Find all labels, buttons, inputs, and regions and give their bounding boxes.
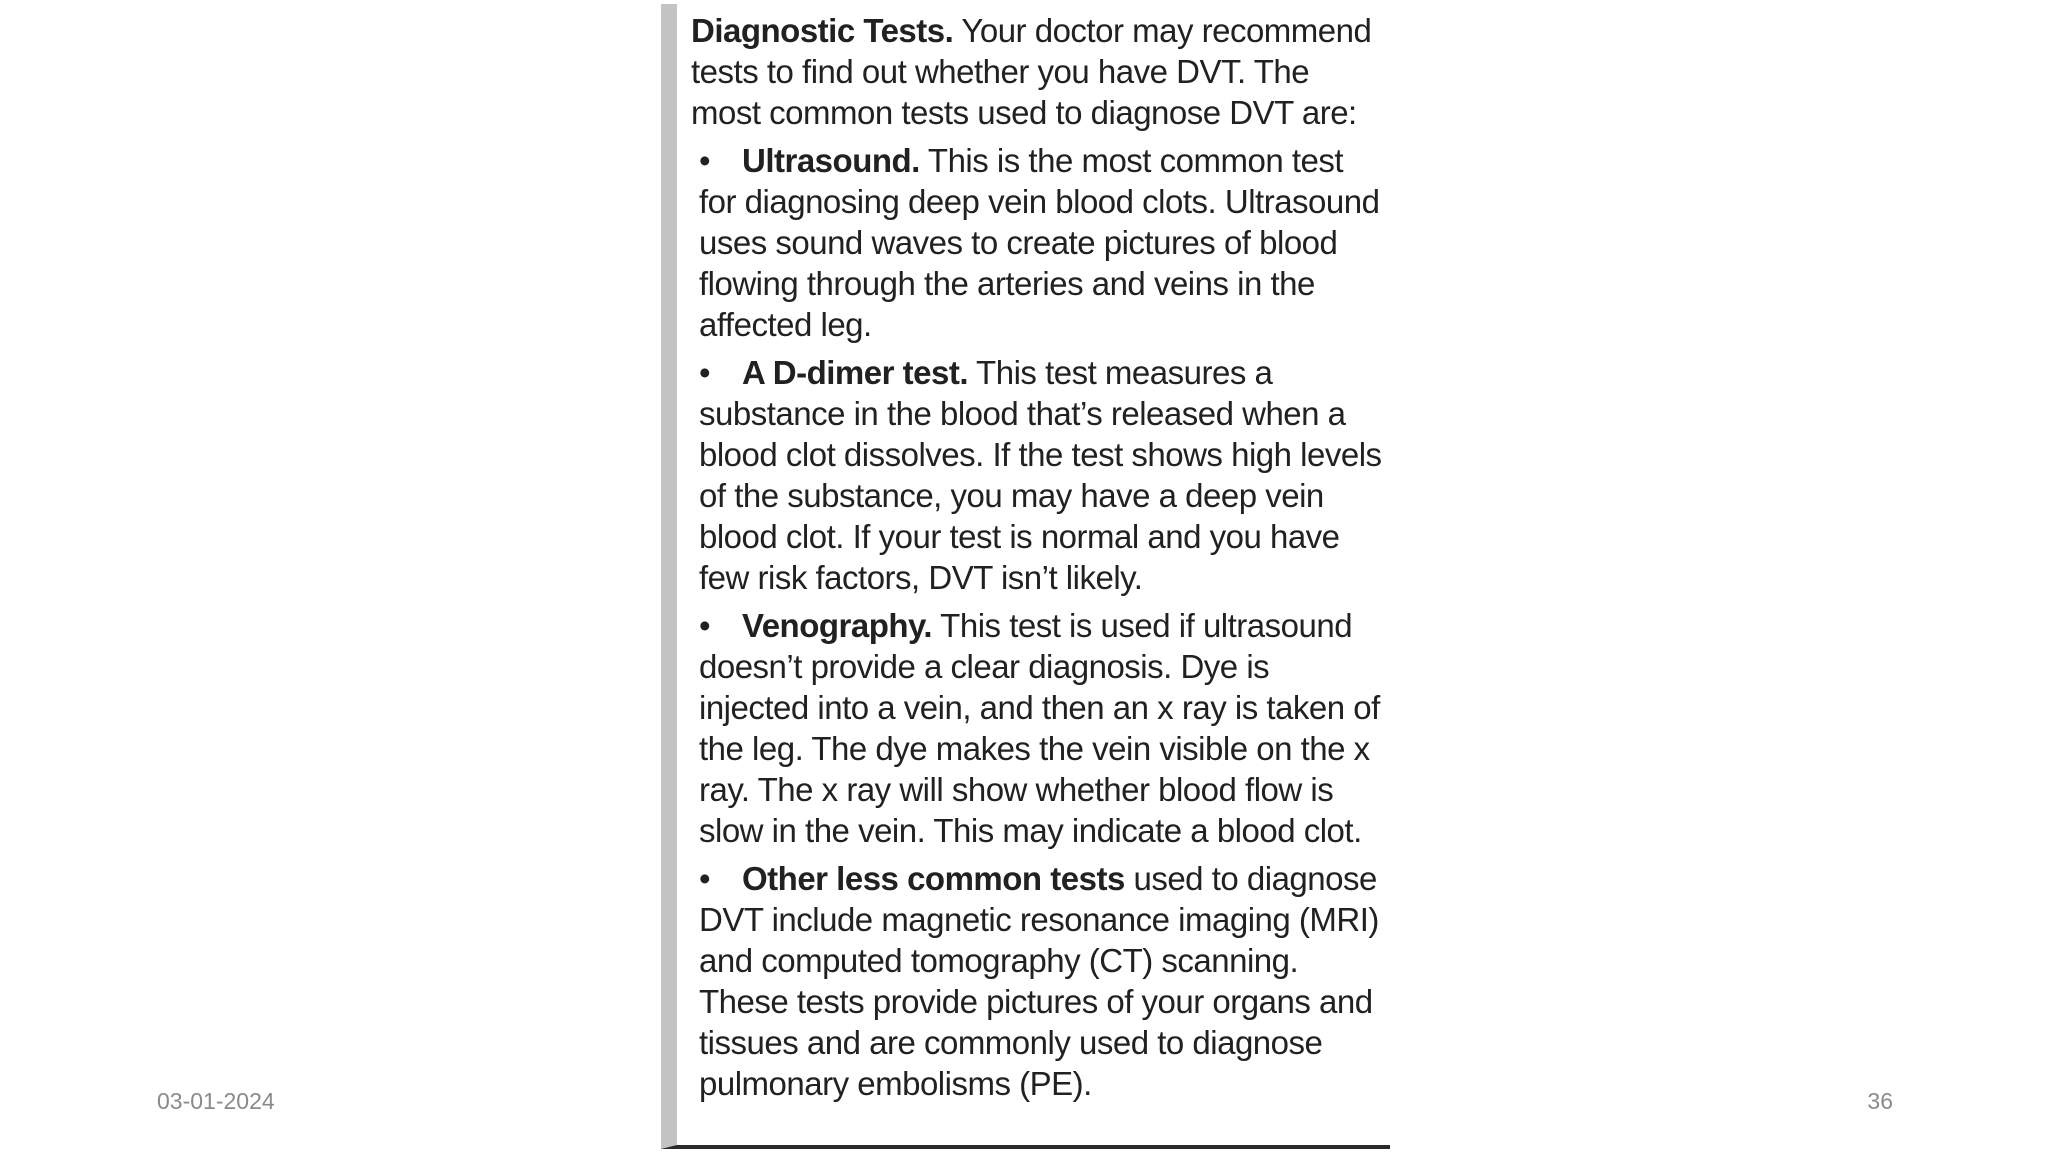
intro-paragraph bbox=[691, 10, 1386, 133]
list-item-text: This is the most common test for diagnosing deep vein blood clots. Ultrasound uses sound waves to create pictures of blood flowing through the arteries and veins in the affected leg. bbox=[699, 142, 1380, 343]
list-item-title: Ultrasound. bbox=[742, 142, 920, 179]
bullet-marker: • bbox=[699, 860, 711, 897]
document-content bbox=[691, 4, 1386, 1104]
list-item-other-tests bbox=[691, 858, 1386, 1104]
page-number: 36 bbox=[1867, 1088, 1893, 1114]
bullet-marker: • bbox=[699, 607, 711, 644]
test-list bbox=[691, 140, 1386, 1104]
list-item-text: This test is used if ultrasound doesn’t provide a clear diagnosis. Dye is injected into a vein, and then an x ray is taken of the leg. The dye makes the vein visible on the x ray. The x ray will show whether blood flow is slow in the vein. This may indicate a blood clot. bbox=[699, 607, 1380, 849]
list-item-title: A D-dimer test. bbox=[742, 354, 968, 391]
intro-heading: Diagnostic Tests. bbox=[691, 12, 954, 49]
bullet-marker: • bbox=[699, 142, 711, 179]
footer-date: 03-01-2024 bbox=[157, 1088, 275, 1114]
list-item-ultrasound bbox=[691, 140, 1386, 345]
intro-text: Your doctor may recommend tests to find out whether you have DVT. The most common tests used to diagnose DVT are: bbox=[691, 12, 1372, 131]
list-item-title: Other less common tests bbox=[742, 860, 1125, 897]
list-item-d-dimer bbox=[691, 352, 1386, 598]
list-item-text: This test measures a substance in the blood that’s released when a blood clot dissolves. If the test shows high levels of the substance, you may have a deep vein blood clot. If your test is normal and you have few risk factors, DVT isn’t likely. bbox=[699, 354, 1382, 596]
document-image-panel bbox=[661, 4, 1390, 1149]
list-item-venography bbox=[691, 605, 1386, 851]
list-item-text: used to diagnose DVT include magnetic resonance imaging (MRI) and computed tomography (CT) scanning. These tests provide pictures of your organs and tissues and are commonly used to diagnose pulmonary embolisms (PE). bbox=[699, 860, 1379, 1102]
bullet-marker: • bbox=[699, 354, 711, 391]
list-item-title: Venography. bbox=[742, 607, 933, 644]
